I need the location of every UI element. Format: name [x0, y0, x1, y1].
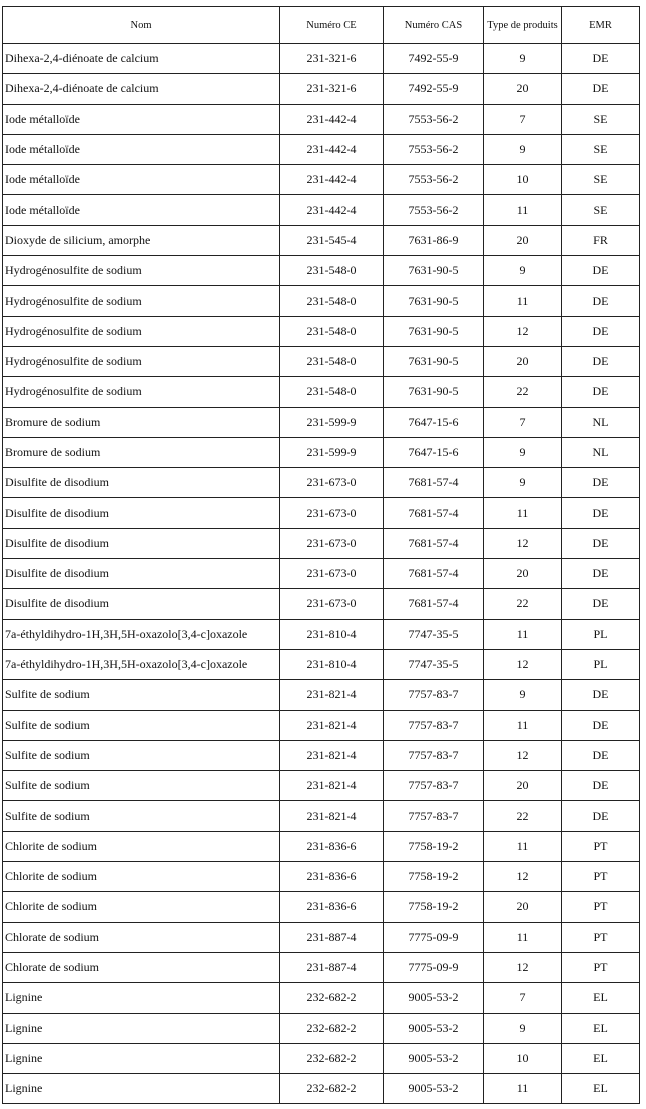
- cell-ec-number: 231-548-0: [280, 286, 384, 316]
- cell-cas-number: 7757-83-7: [384, 801, 484, 831]
- cell-cas-number: 9005-53-2: [384, 983, 484, 1013]
- cell-rms: SE: [562, 134, 640, 164]
- cell-product-type: 12: [484, 952, 562, 982]
- table-row: [3, 771, 640, 801]
- cell-cas-number: 7681-57-4: [384, 589, 484, 619]
- cell-product-type: 7: [484, 983, 562, 1013]
- header-cas-number: Numéro CAS: [384, 7, 484, 44]
- cell-product-type: 12: [484, 528, 562, 558]
- table-body: [3, 44, 640, 1104]
- cell-name: Chlorate de sodium: [3, 952, 280, 982]
- cell-ec-number: 231-599-9: [280, 407, 384, 437]
- cell-product-type: 11: [484, 922, 562, 952]
- table-row: [3, 256, 640, 286]
- table-row: [3, 528, 640, 558]
- cell-name: Dihexa-2,4-diénoate de calcium: [3, 44, 280, 74]
- cell-name: Dioxyde de silicium, amorphe: [3, 225, 280, 255]
- cell-name: 7a-éthyldihydro-1H,3H,5H-oxazolo[3,4-c]oxazole: [3, 619, 280, 649]
- cell-rms: DE: [562, 468, 640, 498]
- table-row: [3, 1043, 640, 1073]
- cell-product-type: 11: [484, 1074, 562, 1104]
- cell-rms: EL: [562, 983, 640, 1013]
- cell-cas-number: 7631-90-5: [384, 316, 484, 346]
- cell-ec-number: 231-548-0: [280, 316, 384, 346]
- cell-ec-number: 231-548-0: [280, 256, 384, 286]
- table-row: [3, 468, 640, 498]
- cell-name: Lignine: [3, 1074, 280, 1104]
- cell-cas-number: 7775-09-9: [384, 952, 484, 982]
- cell-product-type: 11: [484, 286, 562, 316]
- cell-cas-number: 9005-53-2: [384, 1043, 484, 1073]
- table-row: [3, 740, 640, 770]
- cell-product-type: 11: [484, 498, 562, 528]
- table-row: [3, 346, 640, 376]
- cell-product-type: 22: [484, 377, 562, 407]
- cell-ec-number: 231-442-4: [280, 104, 384, 134]
- cell-product-type: 20: [484, 225, 562, 255]
- cell-product-type: 20: [484, 74, 562, 104]
- cell-name: Disulfite de disodium: [3, 498, 280, 528]
- cell-ec-number: 231-442-4: [280, 165, 384, 195]
- cell-rms: PT: [562, 831, 640, 861]
- table-row: [3, 710, 640, 740]
- cell-rms: EL: [562, 1074, 640, 1104]
- cell-name: Sulfite de sodium: [3, 740, 280, 770]
- cell-cas-number: 7681-57-4: [384, 498, 484, 528]
- cell-cas-number: 7757-83-7: [384, 710, 484, 740]
- cell-cas-number: 7647-15-6: [384, 407, 484, 437]
- cell-rms: DE: [562, 528, 640, 558]
- table-row: [3, 407, 640, 437]
- cell-cas-number: 7758-19-2: [384, 892, 484, 922]
- cell-cas-number: 7631-90-5: [384, 377, 484, 407]
- cell-name: Sulfite de sodium: [3, 771, 280, 801]
- table-row: [3, 801, 640, 831]
- cell-rms: NL: [562, 407, 640, 437]
- cell-product-type: 9: [484, 134, 562, 164]
- cell-rms: NL: [562, 437, 640, 467]
- cell-name: Sulfite de sodium: [3, 680, 280, 710]
- cell-rms: SE: [562, 165, 640, 195]
- cell-name: Hydrogénosulfite de sodium: [3, 316, 280, 346]
- cell-product-type: 11: [484, 710, 562, 740]
- cell-cas-number: 7747-35-5: [384, 619, 484, 649]
- table-row: [3, 680, 640, 710]
- cell-cas-number: 9005-53-2: [384, 1074, 484, 1104]
- cell-product-type: 12: [484, 316, 562, 346]
- cell-cas-number: 7631-86-9: [384, 225, 484, 255]
- cell-product-type: 20: [484, 346, 562, 376]
- cell-rms: DE: [562, 346, 640, 376]
- cell-ec-number: 232-682-2: [280, 1043, 384, 1073]
- cell-rms: PL: [562, 619, 640, 649]
- cell-cas-number: 7757-83-7: [384, 680, 484, 710]
- cell-name: Disulfite de disodium: [3, 559, 280, 589]
- cell-ec-number: 231-821-4: [280, 680, 384, 710]
- cell-ec-number: 231-321-6: [280, 74, 384, 104]
- table-row: [3, 831, 640, 861]
- cell-name: Sulfite de sodium: [3, 801, 280, 831]
- cell-rms: PL: [562, 649, 640, 679]
- cell-ec-number: 231-821-4: [280, 801, 384, 831]
- table-row: [3, 892, 640, 922]
- cell-cas-number: 7647-15-6: [384, 437, 484, 467]
- cell-product-type: 9: [484, 468, 562, 498]
- cell-name: Lignine: [3, 1013, 280, 1043]
- cell-name: Iode métalloïde: [3, 104, 280, 134]
- cell-ec-number: 231-321-6: [280, 44, 384, 74]
- cell-cas-number: 7775-09-9: [384, 922, 484, 952]
- cell-cas-number: 7492-55-9: [384, 74, 484, 104]
- cell-product-type: 12: [484, 862, 562, 892]
- cell-product-type: 20: [484, 559, 562, 589]
- table-row: [3, 1013, 640, 1043]
- cell-product-type: 9: [484, 256, 562, 286]
- table-row: [3, 165, 640, 195]
- cell-rms: PT: [562, 862, 640, 892]
- cell-product-type: 7: [484, 407, 562, 437]
- table-row: [3, 559, 640, 589]
- cell-rms: SE: [562, 195, 640, 225]
- table-row: [3, 649, 640, 679]
- cell-rms: DE: [562, 559, 640, 589]
- cell-cas-number: 7681-57-4: [384, 468, 484, 498]
- cell-cas-number: 9005-53-2: [384, 1013, 484, 1043]
- cell-product-type: 7: [484, 104, 562, 134]
- cell-name: Sulfite de sodium: [3, 710, 280, 740]
- cell-name: 7a-éthyldihydro-1H,3H,5H-oxazolo[3,4-c]oxazole: [3, 649, 280, 679]
- cell-ec-number: 231-821-4: [280, 740, 384, 770]
- cell-ec-number: 231-599-9: [280, 437, 384, 467]
- cell-rms: DE: [562, 498, 640, 528]
- cell-cas-number: 7553-56-2: [384, 165, 484, 195]
- cell-cas-number: 7758-19-2: [384, 831, 484, 861]
- cell-ec-number: 231-810-4: [280, 619, 384, 649]
- cell-name: Dihexa-2,4-diénoate de calcium: [3, 74, 280, 104]
- cell-ec-number: 231-673-0: [280, 468, 384, 498]
- table-row: [3, 104, 640, 134]
- cell-product-type: 22: [484, 801, 562, 831]
- cell-name: Lignine: [3, 1043, 280, 1073]
- cell-name: Chlorite de sodium: [3, 892, 280, 922]
- cell-ec-number: 231-810-4: [280, 649, 384, 679]
- cell-ec-number: 231-821-4: [280, 771, 384, 801]
- table-row: [3, 952, 640, 982]
- cell-product-type: 11: [484, 831, 562, 861]
- cell-name: Bromure de sodium: [3, 437, 280, 467]
- cell-ec-number: 231-836-6: [280, 892, 384, 922]
- cell-rms: DE: [562, 710, 640, 740]
- cell-rms: PT: [562, 952, 640, 982]
- cell-ec-number: 231-836-6: [280, 862, 384, 892]
- cell-product-type: 12: [484, 740, 562, 770]
- table-row: [3, 619, 640, 649]
- cell-product-type: 12: [484, 649, 562, 679]
- table-row: [3, 589, 640, 619]
- cell-rms: DE: [562, 377, 640, 407]
- cell-name: Hydrogénosulfite de sodium: [3, 377, 280, 407]
- cell-ec-number: 232-682-2: [280, 1013, 384, 1043]
- table-row: [3, 74, 640, 104]
- cell-cas-number: 7553-56-2: [384, 195, 484, 225]
- cell-rms: SE: [562, 104, 640, 134]
- cell-rms: PT: [562, 922, 640, 952]
- cell-rms: FR: [562, 225, 640, 255]
- table-row: [3, 377, 640, 407]
- cell-cas-number: 7758-19-2: [384, 862, 484, 892]
- cell-ec-number: 231-821-4: [280, 710, 384, 740]
- table-row: [3, 862, 640, 892]
- cell-rms: DE: [562, 44, 640, 74]
- cell-rms: DE: [562, 801, 640, 831]
- header-ec-number: Numéro CE: [280, 7, 384, 44]
- cell-rms: DE: [562, 589, 640, 619]
- cell-ec-number: 231-673-0: [280, 498, 384, 528]
- cell-product-type: 10: [484, 165, 562, 195]
- cell-ec-number: 231-887-4: [280, 922, 384, 952]
- cell-rms: DE: [562, 286, 640, 316]
- table-row: [3, 922, 640, 952]
- cell-product-type: 11: [484, 195, 562, 225]
- table-row: [3, 286, 640, 316]
- cell-name: Disulfite de disodium: [3, 468, 280, 498]
- cell-rms: DE: [562, 316, 640, 346]
- cell-name: Lignine: [3, 983, 280, 1013]
- cell-rms: PT: [562, 892, 640, 922]
- cell-ec-number: 231-548-0: [280, 346, 384, 376]
- header-name: Nom: [3, 7, 280, 44]
- cell-product-type: 20: [484, 771, 562, 801]
- cell-name: Chlorate de sodium: [3, 922, 280, 952]
- cell-cas-number: 7553-56-2: [384, 104, 484, 134]
- cell-name: Hydrogénosulfite de sodium: [3, 256, 280, 286]
- cell-rms: DE: [562, 771, 640, 801]
- cell-cas-number: 7747-35-5: [384, 649, 484, 679]
- table-row: [3, 1074, 640, 1104]
- substances-table: [2, 6, 640, 1104]
- cell-product-type: 9: [484, 44, 562, 74]
- cell-name: Bromure de sodium: [3, 407, 280, 437]
- header-product-type: Type de produits: [484, 7, 562, 44]
- cell-product-type: 9: [484, 680, 562, 710]
- cell-product-type: 9: [484, 1013, 562, 1043]
- cell-ec-number: 231-545-4: [280, 225, 384, 255]
- cell-ec-number: 232-682-2: [280, 1074, 384, 1104]
- cell-ec-number: 231-887-4: [280, 952, 384, 982]
- cell-ec-number: 231-673-0: [280, 559, 384, 589]
- cell-cas-number: 7553-56-2: [384, 134, 484, 164]
- table-row: [3, 44, 640, 74]
- cell-ec-number: 231-836-6: [280, 831, 384, 861]
- cell-name: Chlorite de sodium: [3, 862, 280, 892]
- cell-name: Iode métalloïde: [3, 195, 280, 225]
- cell-product-type: 22: [484, 589, 562, 619]
- cell-rms: DE: [562, 256, 640, 286]
- cell-name: Hydrogénosulfite de sodium: [3, 346, 280, 376]
- cell-name: Chlorite de sodium: [3, 831, 280, 861]
- cell-rms: EL: [562, 1043, 640, 1073]
- cell-rms: DE: [562, 74, 640, 104]
- cell-cas-number: 7631-90-5: [384, 286, 484, 316]
- cell-rms: EL: [562, 1013, 640, 1043]
- cell-ec-number: 232-682-2: [280, 983, 384, 1013]
- cell-cas-number: 7631-90-5: [384, 256, 484, 286]
- table-row: [3, 498, 640, 528]
- cell-name: Disulfite de disodium: [3, 589, 280, 619]
- cell-name: Disulfite de disodium: [3, 528, 280, 558]
- cell-name: Iode métalloïde: [3, 134, 280, 164]
- cell-cas-number: 7681-57-4: [384, 528, 484, 558]
- cell-cas-number: 7492-55-9: [384, 44, 484, 74]
- cell-rms: DE: [562, 680, 640, 710]
- cell-cas-number: 7757-83-7: [384, 740, 484, 770]
- cell-ec-number: 231-673-0: [280, 589, 384, 619]
- table-header-row: [3, 7, 640, 44]
- table-row: [3, 983, 640, 1013]
- table-row: [3, 195, 640, 225]
- table-row: [3, 316, 640, 346]
- table-row: [3, 437, 640, 467]
- cell-ec-number: 231-442-4: [280, 195, 384, 225]
- header-rms: EMR: [562, 7, 640, 44]
- cell-ec-number: 231-673-0: [280, 528, 384, 558]
- cell-product-type: 9: [484, 437, 562, 467]
- cell-name: Hydrogénosulfite de sodium: [3, 286, 280, 316]
- cell-product-type: 20: [484, 892, 562, 922]
- cell-ec-number: 231-548-0: [280, 377, 384, 407]
- cell-product-type: 10: [484, 1043, 562, 1073]
- cell-cas-number: 7631-90-5: [384, 346, 484, 376]
- cell-name: Iode métalloïde: [3, 165, 280, 195]
- table-row: [3, 134, 640, 164]
- cell-cas-number: 7681-57-4: [384, 559, 484, 589]
- cell-product-type: 11: [484, 619, 562, 649]
- cell-cas-number: 7757-83-7: [384, 771, 484, 801]
- cell-rms: DE: [562, 740, 640, 770]
- cell-ec-number: 231-442-4: [280, 134, 384, 164]
- table-row: [3, 225, 640, 255]
